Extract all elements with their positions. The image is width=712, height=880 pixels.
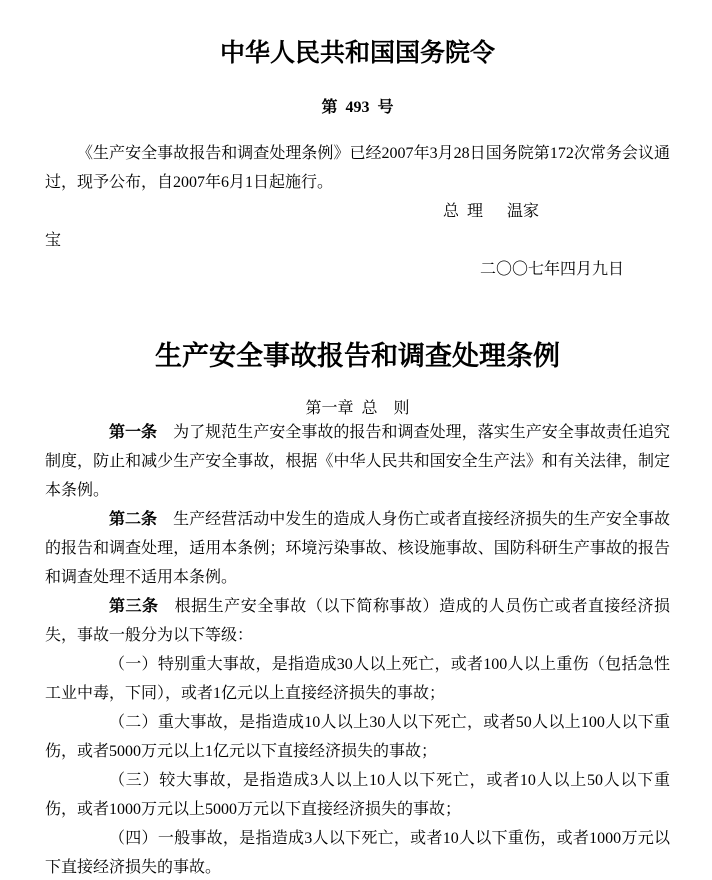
- article-3-text: 根据生产安全事故（以下简称事故）造成的人员伤亡或者直接经济损失，事故一般分为以下等级：: [45, 598, 670, 644]
- decree-title: 中华人民共和国国务院令: [219, 40, 495, 67]
- accident-grade-item-3: （三）较大事故，是指造成3人以上10人以下死亡，或者10人以上50人以下重伤，或者1000万元以上5000万元以下直接经济损失的事故；: [45, 772, 670, 818]
- article-3: [45, 592, 670, 650]
- article-2-text: 生产经营活动中发生的造成人身伤亡或者直接经济损失的生产安全事故的报告和调查处理，适用本条例；环境污染事故、核设施事故、国防科研生产事故的报告和调查处理不适用本条例。: [45, 511, 670, 586]
- accident-grade-item-1: （一）特别重大事故，是指造成30人以上死亡，或者100人以上重伤（包括急性工业中毒，下同），或者1亿元以上直接经济损失的事故；: [45, 656, 670, 702]
- article-1: [45, 418, 670, 505]
- article-1-label: 第一条: [109, 424, 158, 441]
- decree-announcement: 《生产安全事故报告和调查处理条例》已经2007年3月28日国务院第172次常务会议通过，现予公布，自2007年6月1日起施行。: [45, 145, 670, 191]
- premier-signature: 总 理 温家: [443, 203, 540, 220]
- accident-grade-item-2: （二）重大事故，是指造成10人以上30人以下死亡，或者50人以上100人以下重伤，或者5000万元以上1亿元以下直接经济损失的事故；: [45, 714, 670, 760]
- decree-number: 第 493 号: [321, 99, 394, 116]
- decree-date: 二〇〇七年四月九日: [480, 261, 625, 278]
- accident-grade-item-4: （四）一般事故，是指造成3人以下死亡，或者10人以下重伤，或者1000万元以下直接经济损失的事故。: [45, 830, 670, 876]
- article-2: [45, 505, 670, 592]
- article-3-label: 第三条: [109, 598, 159, 615]
- regulation-title: 生产安全事故报告和调查处理条例: [155, 341, 560, 371]
- chapter-1-heading: 第一章 总 则: [305, 400, 410, 417]
- article-2-label: 第二条: [109, 511, 158, 528]
- premier-signature-wrapped-char: 宝: [45, 232, 62, 249]
- article-1-text: 为了规范生产安全事故的报告和调查处理，落实生产安全事故责任追究制度，防止和减少生产安全事故，根据《中华人民共和国安全生产法》和有关法律，制定本条例。: [45, 424, 670, 499]
